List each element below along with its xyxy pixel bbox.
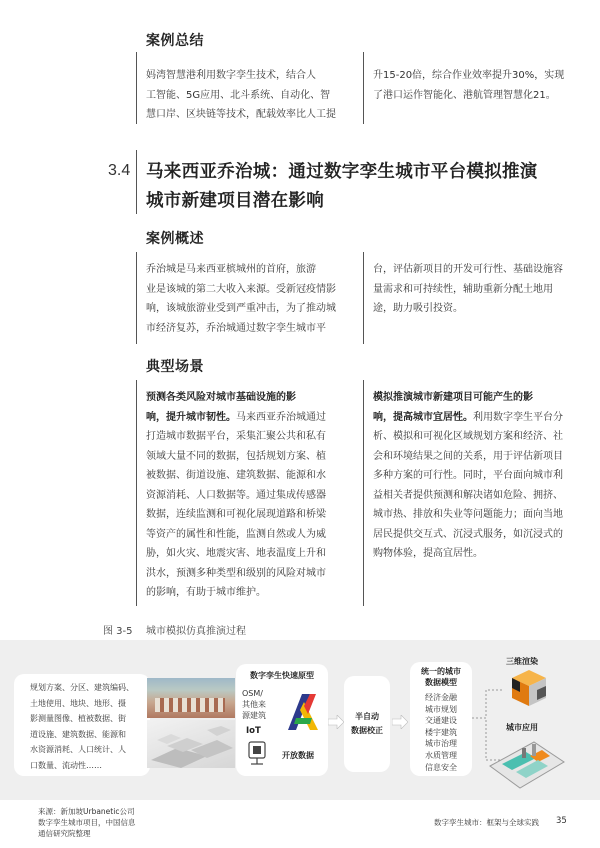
domain-item: 城市治理 <box>425 739 457 749</box>
render-3d-cube-icon <box>510 668 548 712</box>
arrow-right-icon <box>328 714 344 733</box>
input-data-box <box>14 674 150 776</box>
unified-data-model-title: 统一的城市 数据模型 <box>421 667 461 687</box>
domain-item: 交通建设 <box>425 716 457 726</box>
domain-item: 经济金融 <box>425 693 457 702</box>
scenarios-right-rule <box>363 380 364 606</box>
section-number: 3.4 <box>108 162 131 179</box>
iot-label: IoT <box>246 726 261 736</box>
page-number: 35 <box>556 816 567 826</box>
summary-right-text: 升15-20倍，综合作业效率提升30%，实现 了港口运作智能化、港航管理智慧化21。 <box>373 70 565 101</box>
section-rule <box>136 150 137 214</box>
rapid-prototype-title: 数字孪生快速原型 <box>250 671 314 680</box>
input-data-list: 规划方案、分区、建筑编码、 土地使用、地块、地形、摄 影测量图像、植被数据、街 道设施、建筑数据、能源和 水资源消耗、人口统计、人 口数量、流动性…… <box>30 683 134 770</box>
domain-item: 水质管理 <box>425 750 457 760</box>
aerial-city-photo <box>147 678 235 718</box>
data-model-domains <box>410 692 472 773</box>
summary-left-rule <box>136 52 137 124</box>
city-model-3d-image <box>147 720 235 768</box>
section-title: 马来西亚乔治城：通过数字孪生城市平台模拟推演 城市新建项目潜在影响 <box>146 162 538 211</box>
figure-number: 图 3-5 <box>103 626 133 637</box>
rapid-prototype-box <box>236 664 328 776</box>
scenarios-right-text: 模拟推演城市新建项目可能产生的影 响，提高城市宜居性。利用数字孪生平台分 析、模拟和可视化区域规划方案和经济、社 会和环境结果之间的关系，用于评估新项目 多种方案的可行性。同时，平台面向城市利 益相关者提供预测和解决诸如危险、拥挤、 城市热、排放和失业等问题能力；面向当地 居民提供交互式、沉浸式服务，如沉浸式的 购物体验，提高宜居性。 <box>373 392 563 559</box>
city-app-label: 城市应用 <box>506 723 538 732</box>
domain-item: 城市规划 <box>425 704 457 714</box>
domain-item: 楼宇建筑 <box>425 727 457 737</box>
summary-right-rule <box>363 52 364 124</box>
open-data-logo-icon <box>284 692 322 736</box>
semi-auto-calibration-label: 半自动 数据校正 <box>351 712 383 735</box>
overview-left-text: 乔治城是马来西亚槟城州的首府，旅游 业是该城的第二大收入来源。受新冠疫情影 响，该城旅游业受到严重冲击，为了推动城 市经济复苏，乔治城通过数字孪生城市平 <box>146 264 336 334</box>
city-app-tablet-icon <box>486 736 566 798</box>
osm-label: OSM/ 其他来 源建筑 <box>242 689 266 720</box>
source-note: 来源：新加坡Urbanetic公司 数字孪生城市项目，中国信息 通信研究院整理 <box>38 807 136 838</box>
overview-left-rule <box>136 252 137 344</box>
running-title: 数字孪生城市：框架与全球实践 <box>434 818 539 827</box>
arrow-right-icon <box>392 714 408 733</box>
semi-auto-calibration-box <box>344 676 390 772</box>
iot-icon <box>244 740 270 770</box>
overview-right-text: 台，评估新项目的开发可行性、基础设施容 量需求和可持续性，辅助重新分配土地用 途，助力吸引投资。 <box>373 264 563 314</box>
summary-heading: 案例总结 <box>146 33 204 49</box>
overview-right-rule <box>363 252 364 344</box>
figure-diagram <box>0 640 600 800</box>
scenarios-heading: 典型场景 <box>146 359 204 375</box>
summary-left-text: 妈湾智慧港利用数字孪生技术，结合人 工智能、5G应用、北斗系统、自动化、智 慧口岸、区块链等技术，配载效率比人工提 <box>146 70 336 120</box>
figure-caption: 城市模拟仿真推演过程 <box>146 626 246 637</box>
scenarios-left-rule <box>136 380 137 606</box>
overview-heading: 案例概述 <box>146 231 204 247</box>
render-3d-label: 三维渲染 <box>506 657 538 666</box>
unified-data-model-box <box>410 662 472 776</box>
open-data-label: 开放数据 <box>282 751 314 760</box>
scenarios-left-text: 预测各类风险对城市基础设施的影 响，提升城市韧性。马来西亚乔治城通过 打造城市数据平台，采集汇聚公共和私有 领域大量不同的数据，包括规划方案、植 被数据、街道设施、建筑数据、能源和水 资源消耗、人口数据等。通过集成传感器 数据，连续监测和可视化展现道路和桥梁 等资产的属性和性能，监测自然或人为威 胁，如火灾、地震灾害、地表温度上升和 洪水，预测多种类型和级别的风险对城市 的影响，有助于城市维护。 <box>146 392 326 598</box>
domain-item: 信息安全 <box>425 762 457 772</box>
